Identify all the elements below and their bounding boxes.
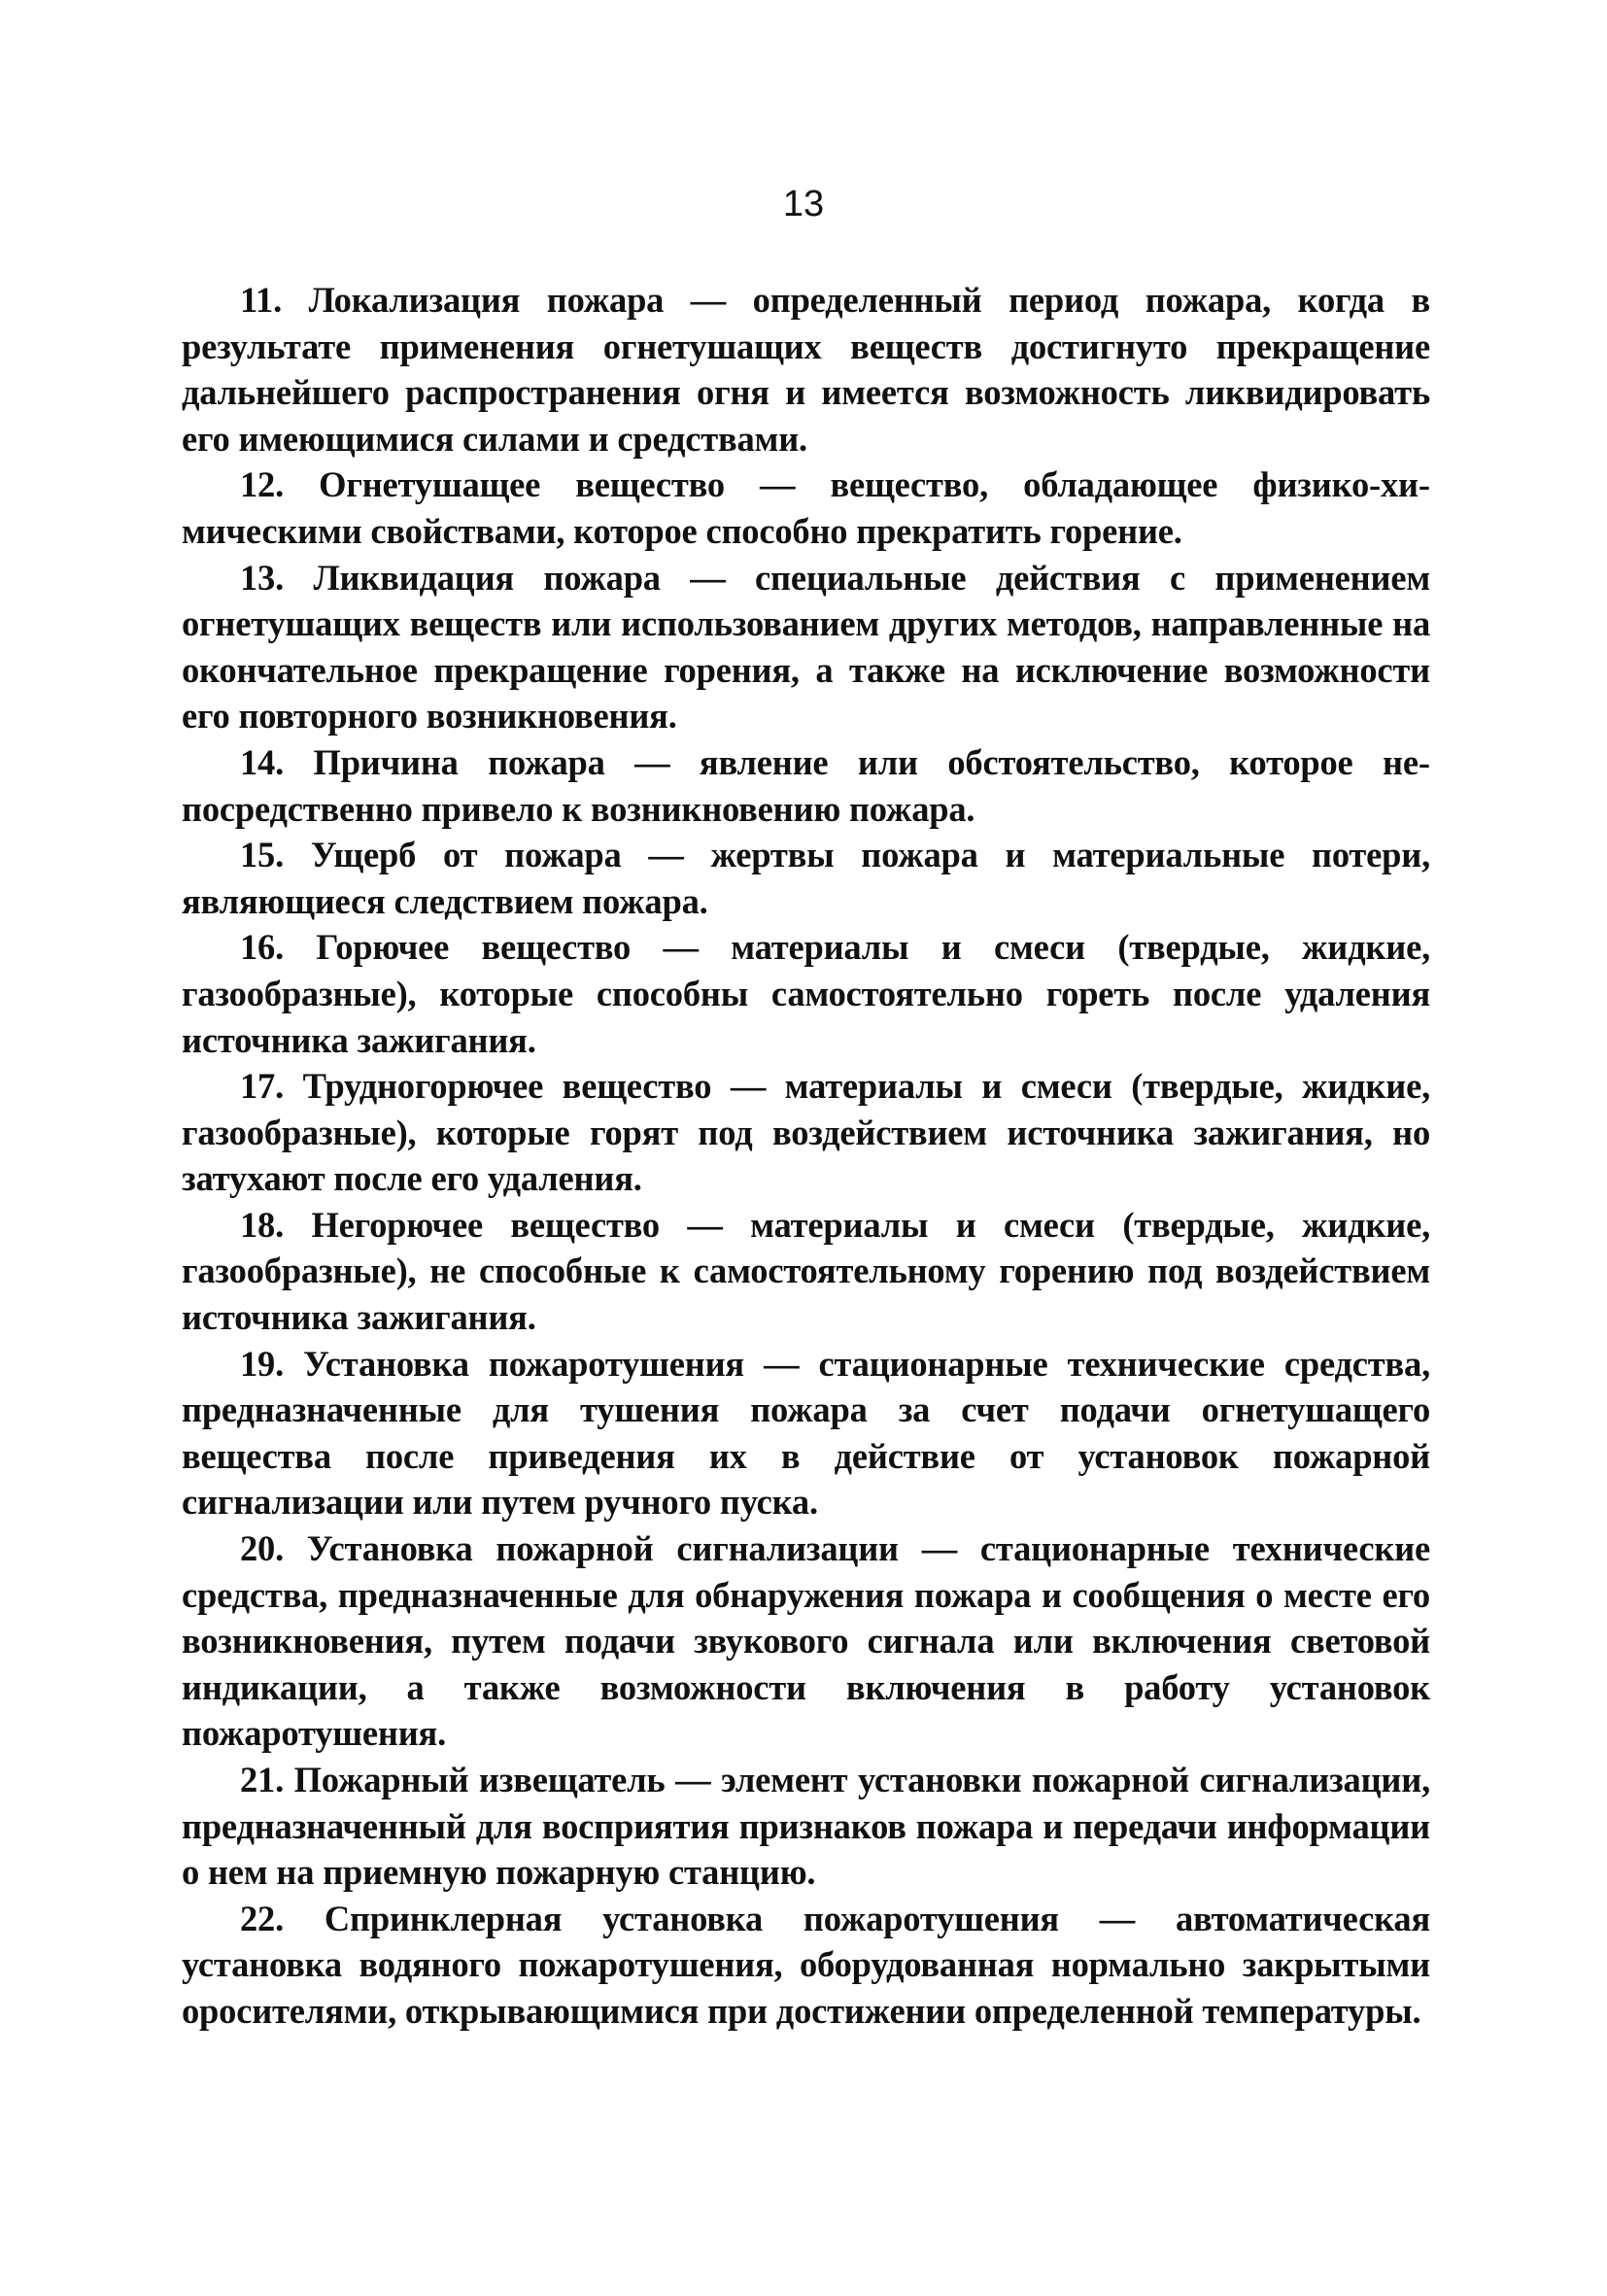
definition-paragraph-16: 16. Горючее вещество — материалы и смеси (твердые, жидкие, газообразные), которые способны самостоятельно гореть после удаления источника зажигания. <box>182 927 1430 1060</box>
definition-paragraph-18: 18. Негорючее вещество — материалы и смеси (твердые, жидкие, газообразные), не способные к самостоятельному горению под воздействием источника зажигания. <box>182 1204 1430 1338</box>
definition-paragraph-13: 13. Ликвидация пожара — специальные действия с применением огнетушащих веществ или использованием других методов, направленные на окончательное прекращение горения, а также на исключение возможности его повторного возникновения. <box>182 557 1430 737</box>
page-number: 13 <box>782 184 825 224</box>
definition-paragraph-22: 22. Спринклерная установка пожаротушения — автоматическая установка водяного пожаротушения, оборудованная нормально закрытыми оросителями, открывающимися при достижении определенной температуры. <box>182 1898 1430 2031</box>
definition-paragraph-11: 11. Локализация пожара — определенный период пожара, когда в результате применения огнетушащих веществ достигнуто прекращение дальнейшего распространения огня и имеется возможность ликвидировать его имеющимися силами и средствами. <box>182 280 1430 459</box>
definition-paragraph-14: 14. Причина пожара — явление или обстоятельство, которое непосредственно привело к возникновению пожара. <box>182 741 1430 829</box>
definition-paragraph-21: 21. Пожарный извещатель — элемент установки пожарной сигнализации, предназначенный для восприятия признаков пожара и передачи информации о нем на приемную пожарную станцию. <box>182 1760 1430 1893</box>
definition-paragraph-19: 19. Установка пожаротушения — стационарные технические средства, предназначенные для тушения пожара за счет подачи огнетушащего вещества после приведения их в действие от установок пожарной сигнализации или путем ручного пуска. <box>182 1343 1430 1523</box>
definition-paragraph-17: 17. Трудногорючее вещество — материалы и смеси (твердые, жидкие, газообразные), которые горят под воздействием источника зажигания, но затухают после его удаления. <box>182 1066 1430 1199</box>
definition-paragraph-20: 20. Установка пожарной сигнализации — стационарные технические средства, предназначенные для обнаружения пожара и сообщения о месте его возникновения, путем подачи звукового сигнала или включения световой индикации, а также возможности включения в работу установок пожаротушения. <box>182 1528 1430 1754</box>
body-text <box>182 277 1430 2035</box>
definition-paragraph-12: 12. Огнетушащее вещество — вещество, обладающее физико-химическими свойствами, которое способно прекратить горение. <box>182 464 1430 551</box>
definition-paragraph-15: 15. Ущерб от пожара — жертвы пожара и материальные потери, являющиеся следствием пожара. <box>182 835 1430 921</box>
